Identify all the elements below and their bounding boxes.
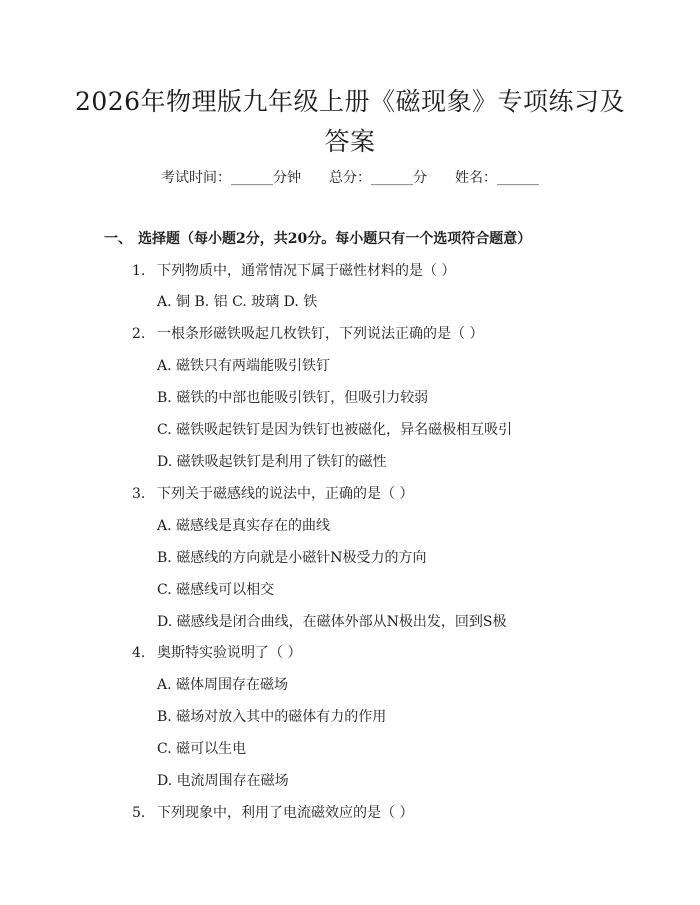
question-text: 下列现象中，利用了电流磁效应的是（ ） — [157, 805, 414, 821]
question-1-options: A. 铜 B. 铝 C. 玻璃 D. 铁 — [157, 294, 318, 310]
option-c: C. 磁铁吸起铁钉是因为铁钉也被磁化，异名磁极相互吸引 — [157, 422, 513, 438]
total-score-field: 总分：______分 — [329, 170, 427, 186]
question-text: 一根条形磁铁吸起几枚铁钉，下列说法正确的是（ ） — [157, 326, 484, 342]
option-c: C. 磁可以生电 — [157, 741, 247, 757]
section-number: 一、 — [104, 231, 132, 247]
section-heading — [104, 229, 531, 249]
question-number: 1. — [132, 263, 146, 279]
student-name-field: 姓名：______ — [455, 170, 539, 186]
question-text: 下列关于磁感线的说法中，正确的是（ ） — [157, 486, 414, 502]
option-d: D. 电流周围存在磁场 — [157, 773, 289, 789]
section-title: 选择题（每小题2分，共20分。每小题只有一个选项符合题意） — [138, 231, 532, 247]
exam-info-line — [0, 168, 700, 188]
question-number: 3. — [132, 486, 146, 502]
option-a: A. 磁体周围存在磁场 — [157, 677, 289, 693]
option-b: B. 磁场对放入其中的磁体有力的作用 — [157, 709, 387, 725]
question-number: 5. — [132, 805, 146, 821]
option-c: C. 磁感线可以相交 — [157, 582, 275, 598]
option-d: D. 磁感线是闭合曲线，在磁体外部从N极出发，回到S极 — [157, 614, 507, 630]
question-text: 下列物质中，通常情况下属于磁性材料的是（ ） — [157, 263, 456, 279]
question-text: 奥斯特实验说明了（ ） — [157, 645, 302, 661]
question-number: 4. — [132, 645, 146, 661]
question-number: 2. — [132, 326, 146, 342]
option-a: A. 磁铁只有两端能吸引铁钉 — [157, 358, 331, 374]
option-d: D. 磁铁吸起铁钉是利用了铁钉的磁性 — [157, 454, 387, 470]
option-b: B. 磁感线的方向就是小磁针N极受力的方向 — [157, 550, 427, 566]
document-title: 2026年物理版九年级上册《磁现象》专项练习及答案 — [74, 87, 626, 156]
option-b: B. 磁铁的中部也能吸引铁钉，但吸引力较弱 — [157, 390, 429, 406]
option-a: A. 磁感线是真实存在的曲线 — [157, 518, 331, 534]
exam-time-field: 考试时间：______分钟 — [161, 170, 301, 186]
